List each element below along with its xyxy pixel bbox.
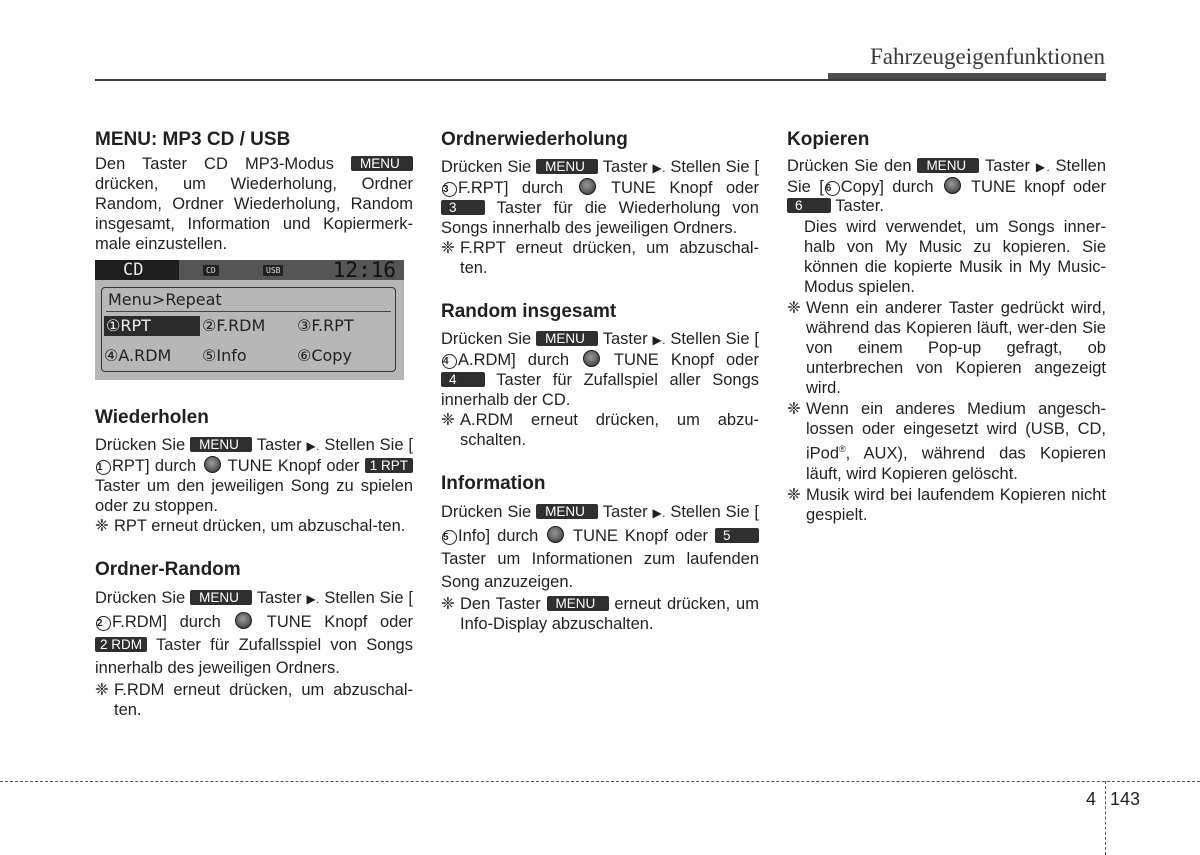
chapter-number: 4 [1086, 789, 1097, 809]
section-folder-random [95, 558, 413, 720]
number-6-icon: 6 [825, 181, 840, 196]
footer-dashed-divider [1105, 781, 1106, 855]
preset-5-button-icon: 5 [715, 528, 759, 543]
paragraph [95, 154, 413, 254]
note: ❈ F.RDM erneut drücken, um abzuschal-ten. [95, 681, 413, 719]
note: ❈ F.RPT erneut drücken, um abzuschal-ten. [441, 239, 759, 277]
section-intro [95, 128, 413, 254]
section-folder-repeat [441, 128, 759, 278]
number-1-icon: 1 [96, 460, 111, 475]
preset-1-button-icon: 1 RPT [365, 458, 413, 473]
column-3 [787, 128, 1106, 547]
arrow-right-icon: ▶. [306, 592, 320, 606]
menu-button-icon: MENU [190, 590, 252, 605]
preset-6-button-icon: 6 [787, 198, 831, 213]
paragraph: Drücken Sie MENU Taster ▶. Stellen Sie [1 RPT] durch TUNE Knopf oder 1 RPT Taster um den jeweiligen Song zu spielen oder zu stoppen. [95, 436, 414, 515]
note: ❈ Wenn ein anderes Medium angesch-lossen oder eingesetzt wird (USB, CD, iPod®, AUX), während das Kopieren läuft, wird Kopieren gelöscht. [787, 400, 1106, 483]
tune-knob-icon [204, 456, 221, 473]
usb-icon: USB [263, 265, 283, 276]
paragraph: Drücken Sie MENU Taster ▶. Stellen Sie [2 F.RDM] durch TUNE Knopf oder 2 RDM Taster für Zufallsspiel von Songs innerhalb des jeweiligen Ordners. [95, 589, 414, 677]
lcd-option-ardm: ④A.RDM [104, 346, 172, 365]
section-title: MENU: MP3 CD / USB [95, 129, 291, 150]
tune-knob-icon [583, 350, 600, 367]
tune-knob-icon [579, 178, 596, 195]
asterisk-icon: ❈ [787, 299, 801, 317]
section-title: Kopieren [787, 129, 870, 150]
lcd-option-rpt: ①RPT [104, 316, 200, 336]
paragraph: Drücken Sie MENU Taster ▶. Stellen Sie [3 F.RPT] durch TUNE Knopf oder 3 Taster für die Wiederholung von Songs innerhalb des jeweiligen Ordners. [441, 158, 760, 237]
lcd-option-frpt: ③F.RPT [297, 316, 354, 335]
tune-knob-icon [944, 177, 961, 194]
lcd-menu-title: Menu>Repeat [108, 290, 222, 309]
paragraph: Dies wird verwendet, um Songs inner-halb von My Music zu kopieren. Sie können die kopierte Musik in My Music-Modus spielen. [804, 218, 1106, 296]
cd-icon: CD [203, 265, 219, 276]
menu-button-icon: MENU [917, 158, 979, 173]
lcd-divider [106, 311, 391, 312]
footer-dashed-rule [0, 781, 1200, 782]
number-4-icon: 4 [442, 354, 457, 369]
arrow-right-icon: ▶. [1035, 160, 1050, 174]
section-title: Information [441, 473, 546, 494]
menu-button-icon: MENU [190, 437, 252, 452]
asterisk-icon: ❈ [787, 400, 801, 418]
note: ❈ A.RDM erneut drücken, um abzu-schalten. [441, 411, 759, 449]
note: ❈ Musik wird bei laufendem Kopieren nicht gespielt. [787, 485, 1106, 524]
chapter-header-title: Fahrzeugeigenfunktionen [869, 44, 1105, 69]
lcd-clock: 12:16 [332, 260, 396, 282]
arrow-right-icon: ▶. [652, 333, 666, 347]
asterisk-icon: ❈ [95, 517, 109, 535]
lcd-menu-box [101, 287, 396, 372]
page-number: 143 [1110, 789, 1141, 809]
text: Den Taster CD MP3-Modus [95, 155, 334, 173]
number-3-icon: 3 [442, 182, 457, 197]
number-5-icon: 5 [442, 530, 457, 545]
arrow-right-icon: ▶. [652, 506, 666, 520]
tune-knob-icon [235, 612, 252, 629]
text: drücken, um Wiederholung, Ordner Random, Ordner Wiederholung, Random insgesamt, Information und Kopiermerk-male einzustellen. [95, 175, 413, 253]
section-title: Random insgesamt [441, 301, 617, 322]
section-title: Ordnerwiederholung [441, 129, 628, 150]
header-rule [95, 79, 1106, 81]
section-title: Wiederholen [95, 407, 209, 428]
section-random-all [441, 300, 759, 450]
lcd-option-copy: ⑥Copy [297, 346, 352, 365]
column-2 [441, 128, 759, 656]
preset-3-button-icon: 3 [441, 200, 485, 215]
menu-button-icon: MENU [536, 504, 598, 519]
asterisk-icon: ❈ [787, 485, 801, 504]
menu-button-icon: MENU [536, 331, 598, 346]
preset-4-button-icon: 4 [441, 372, 485, 387]
menu-button-icon: MENU [351, 156, 413, 171]
note: ❈ Wenn ein anderer Taster gedrückt wird, während das Kopieren läuft, wer-den Sie von einem Pop-up gefragt, ob unterbrechen von Kopieren angezeigt wird. [787, 299, 1106, 397]
section-repeat [95, 406, 413, 536]
tune-knob-icon [547, 526, 564, 543]
paragraph: Drücken Sie MENU Taster ▶. Stellen Sie [4 A.RDM] durch TUNE Knopf oder 4 Taster für Zufallspiel aller Songs innerhalb der CD. [441, 330, 760, 409]
section-information [441, 472, 759, 634]
column-1 [95, 128, 413, 742]
paragraph: Drücken Sie MENU Taster ▶. Stellen Sie [5 Info] durch TUNE Knopf oder 5 Taster um Informationen zum laufenden Song anzuzeigen. [441, 503, 760, 591]
arrow-right-icon: ▶. [652, 161, 666, 175]
number-2-icon: 2 [96, 616, 111, 631]
note: ❈ RPT erneut drücken, um abzuschal-ten. [95, 517, 406, 535]
menu-button-icon: MENU [547, 596, 609, 611]
paragraph: Drücken Sie den MENU Taster ▶. Stellen Sie [ 6 Copy] durch TUNE knopf oder 6 Taster. [787, 157, 1106, 215]
note: ❈ Den Taster MENU erneut drücken, um Info-Display abzuschalten. [441, 595, 759, 633]
preset-2-button-icon: 2 RDM [95, 637, 147, 652]
lcd-option-info: ⑤Info [202, 346, 247, 365]
section-copy [787, 128, 1106, 525]
asterisk-icon: ❈ [95, 681, 109, 699]
asterisk-icon: ❈ [441, 411, 455, 429]
arrow-right-icon: ▶. [306, 439, 320, 453]
lcd-display-image [95, 260, 404, 380]
asterisk-icon: ❈ [441, 239, 455, 257]
section-title: Ordner-Random [95, 559, 241, 580]
lcd-source-label: CD [95, 260, 179, 280]
menu-button-icon: MENU [536, 159, 598, 174]
lcd-option-frdm: ②F.RDM [202, 316, 266, 335]
asterisk-icon: ❈ [441, 595, 455, 613]
